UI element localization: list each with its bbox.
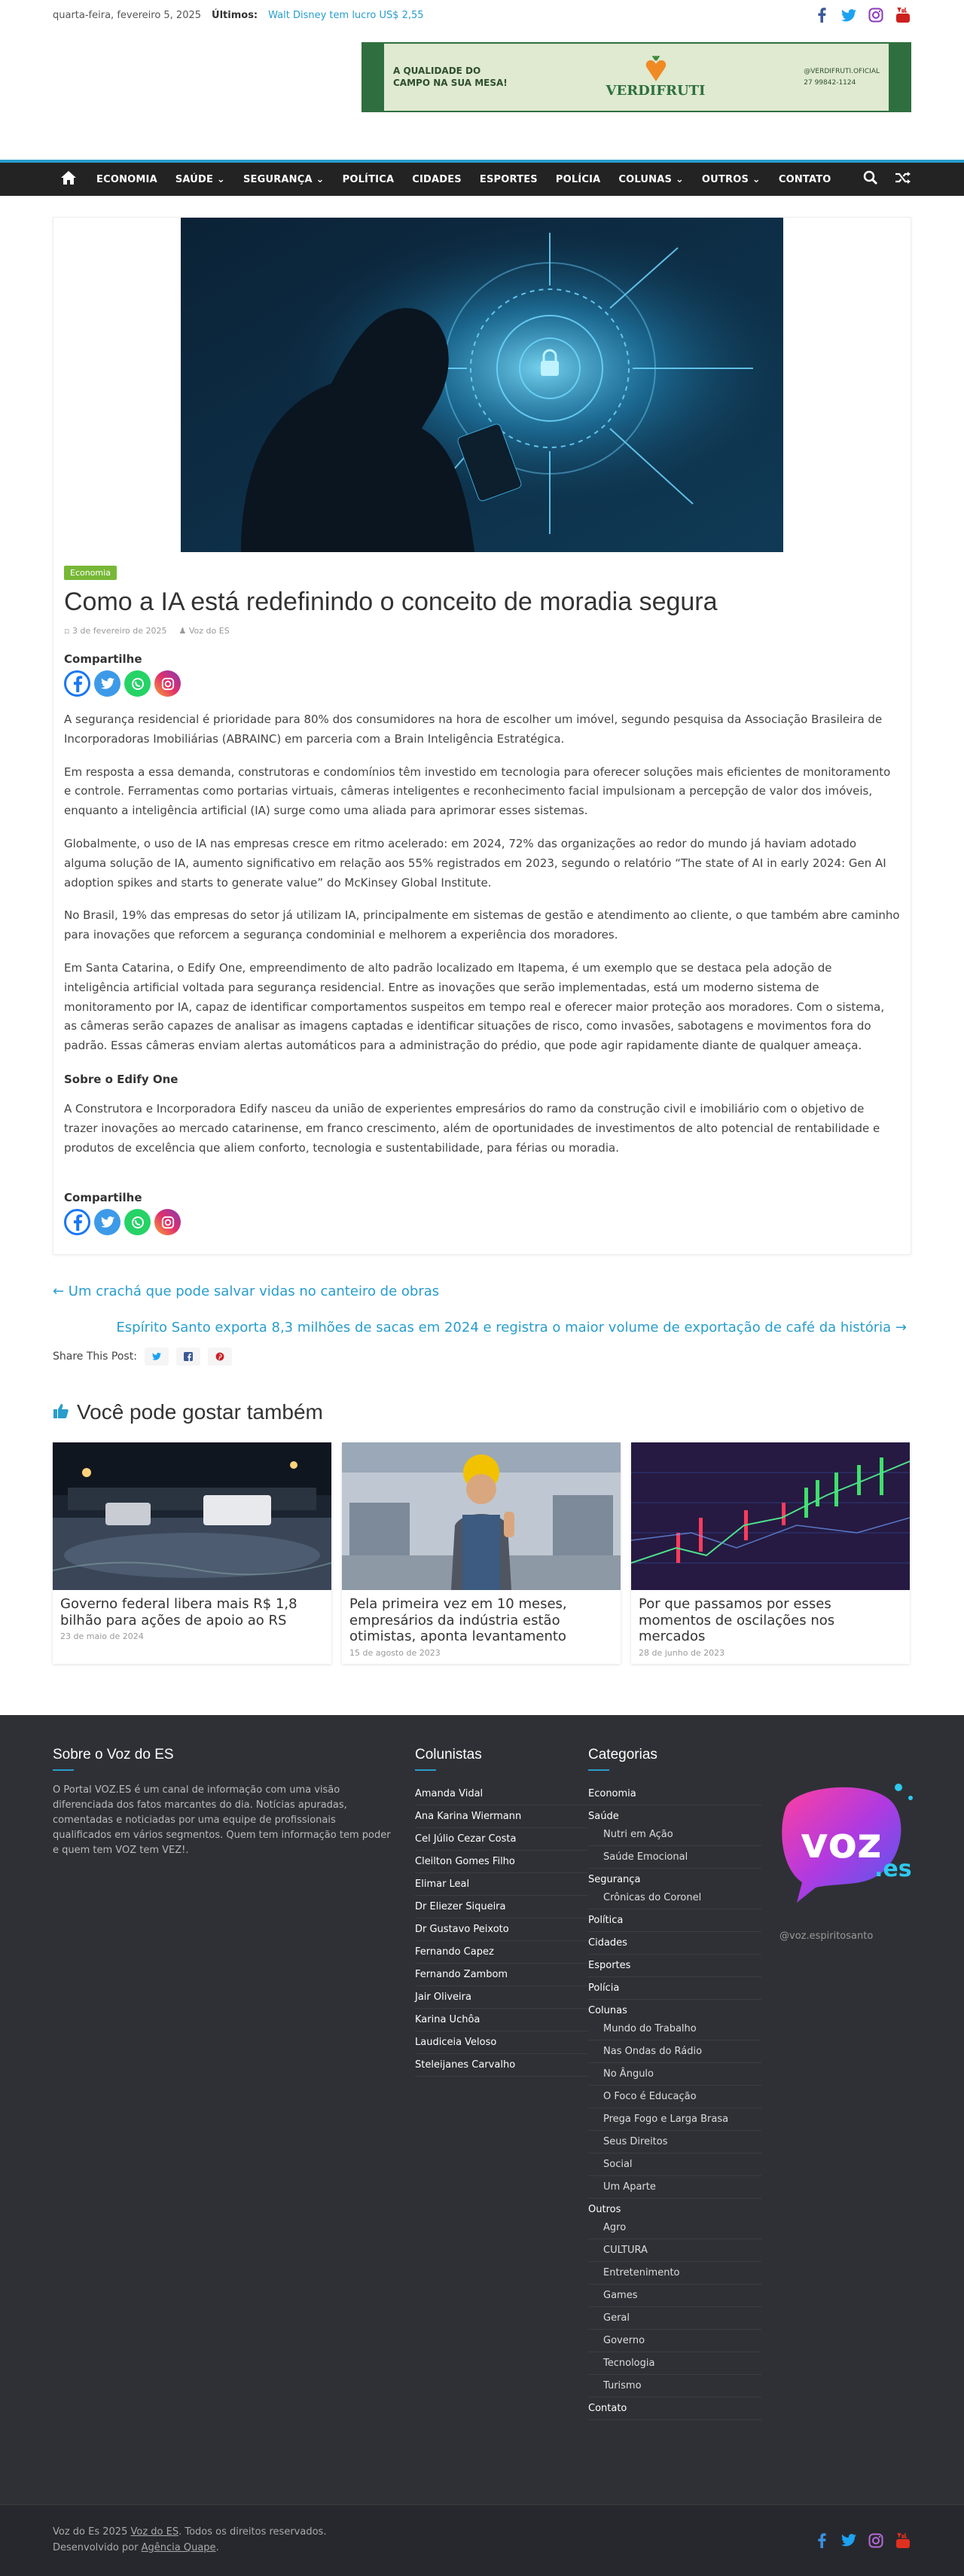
related-card-title[interactable]: Por que passamos por esses momentos de oscilações nos mercados: [639, 1596, 835, 1645]
chevron-down-icon: ⌄: [316, 173, 325, 185]
user-icon: ♟: [178, 626, 187, 636]
related-card[interactable]: [342, 1442, 621, 1664]
facebook-icon[interactable]: [813, 7, 830, 23]
article-paragraph: Em Santa Catarina, o Edify One, empreendimento de alto padrão localizado em Itapema, é um exemplo que se destaca pela adoção de inteligência artificial voltada para segurança residencial. Entre as inovações que serão implementadas, está um moderno sistema de monitoramento por IA, capaz de identificar comportamentos suspeitos em tempo real e oferecer maior proteção aos moradores. Com o sistema, as câmeras serão capazes de analisar as imagens captadas e identificar situações de risco, como invasões, sabotagens e movimentos fora do padrão. Essas câmeras enviam alertas automáticos para a administração do prédio, que pode agir rapidamente diante de qualquer ameaça.: [64, 960, 885, 1053]
developer-link[interactable]: Agência Quape: [141, 2541, 216, 2553]
banner-slogan-line2: CAMPO NA SUA MESA!: [393, 77, 508, 88]
article-meta: [64, 626, 900, 636]
banner-left-strip: [363, 44, 384, 111]
footer-about-heading: Sobre o Voz do ES: [53, 1747, 392, 1771]
related-card-title[interactable]: Governo federal libera mais R$ 1,8 bilhão para ações de apoio ao RS: [60, 1596, 297, 1628]
related-heading: [53, 1400, 911, 1424]
category-badge[interactable]: Economia: [64, 566, 117, 580]
related-cards: [53, 1442, 911, 1664]
logo-suffix: .es: [874, 1855, 912, 1882]
subcategory-link[interactable]: Seus Direitos: [588, 2131, 761, 2153]
nav-item-contato[interactable]: CONTATO: [778, 173, 831, 185]
logo-wordmark: voz: [801, 1818, 882, 1868]
footer-categories-heading: Categorias: [588, 1747, 761, 1771]
article-paragraph: Em resposta a essa demanda, construtoras e condomínios têm investido em tecnologia para oferecer soluções mais eficientes de monitoramento e controle. Ferramentas como portarias virtuais, câmeras inteligentes e reconhecimento facial impulsionam a percepção de valor dos imóveis, enquanto a inteligência artificial (IA) surge como uma aliada para aprimorar esses sistemas.: [64, 765, 891, 818]
columnist-link[interactable]: Fernando Capez: [415, 1941, 588, 1964]
nav-item-saude-label: SAÚDE: [175, 173, 214, 185]
category-link[interactable]: Economia: [588, 1783, 761, 1805]
verdifruti-ad-banner[interactable]: [362, 42, 911, 112]
twitter-icon[interactable]: [145, 1348, 169, 1366]
subcategory-link[interactable]: Mundo do Trabalho: [588, 2018, 761, 2040]
subcategory-link[interactable]: Entretenimento: [588, 2262, 761, 2285]
subcategory-link[interactable]: Agro: [588, 2217, 761, 2239]
columnist-link[interactable]: Dr Gustavo Peixoto: [415, 1918, 588, 1941]
columnists-list: [415, 1783, 588, 2077]
columnist-link[interactable]: Laudiceia Veloso: [415, 2031, 588, 2054]
twitter-icon[interactable]: [840, 7, 857, 23]
nav-item-outros[interactable]: [693, 174, 770, 185]
article-body: [64, 710, 900, 1158]
share-this-post-label: Share This Post:: [53, 1351, 137, 1363]
banner-contact: [804, 66, 880, 88]
banner-phone: 27 99842-1124: [804, 78, 856, 87]
banner-instagram-handle: @VERDIFRUTI.OFICIAL: [804, 68, 880, 76]
developer-prefix: Desenvolvido por: [53, 2541, 139, 2553]
twitter-share-icon[interactable]: [94, 670, 120, 697]
related-card[interactable]: [631, 1442, 910, 1664]
columnist-link[interactable]: Jair Oliveira: [415, 1986, 588, 2009]
nav-item-policia[interactable]: POLÍCIA: [555, 173, 601, 185]
chevron-down-icon: ⌄: [675, 173, 684, 185]
social-links: [813, 7, 911, 23]
youtube-icon[interactable]: [895, 2532, 911, 2549]
home-icon[interactable]: [53, 170, 87, 188]
subcategory-link[interactable]: Social: [588, 2153, 761, 2176]
next-post-link[interactable]: Espírito Santo exporta 8,3 milhões de sacas em 2024 e registra o maior volume de exportação de café da história →: [116, 1320, 907, 1335]
article-paragraph: Globalmente, o uso de IA nas empresas cresce em ritmo acelerado: em 2024, 72% das organizações ao redor do mundo já haviam adotado alguma solução de IA, aumento significativo em relação aos 55% registrados em 2023, segundo o relatório “The state of AI in early 2024: Gen AI adoption spikes and starts to generate value” do McKinsey Global Institute.: [64, 836, 886, 890]
thumbs-up-icon: [53, 1400, 69, 1424]
columnist-link[interactable]: Fernando Zambom: [415, 1964, 588, 1986]
nav-item-esportes[interactable]: ESPORTES: [479, 173, 538, 185]
instagram-share-icon[interactable]: [154, 1209, 181, 1235]
columnist-link[interactable]: Steleijanes Carvalho: [415, 2054, 588, 2077]
previous-post-link[interactable]: ← Um crachá que pode salvar vidas no canteiro de obras: [53, 1283, 440, 1299]
subcategory-link[interactable]: Nas Ondas do Rádio: [588, 2040, 761, 2063]
share-heading-bottom: Compartilhe: [64, 1191, 142, 1205]
nav-item-colunas-label: COLUNAS: [618, 173, 673, 185]
nav-item-colunas[interactable]: [609, 174, 693, 185]
facebook-icon[interactable]: [176, 1348, 200, 1366]
subcategory-link[interactable]: Um Aparte: [588, 2176, 761, 2199]
whatsapp-share-icon[interactable]: [124, 1209, 151, 1235]
nav-item-outros-label: OUTROS: [701, 173, 749, 185]
latest-label: Últimos:: [212, 9, 258, 21]
stock-market-image: [631, 1442, 910, 1590]
flood-street-image: [53, 1442, 331, 1590]
subcategory-link[interactable]: Saúde Emocional: [588, 1846, 761, 1869]
twitter-share-icon[interactable]: [94, 1209, 120, 1235]
copyright-prefix: Voz do Es 2025: [53, 2526, 128, 2538]
post-navigation: [0, 1283, 964, 1366]
related-posts: [0, 1400, 964, 1664]
search-icon[interactable]: [863, 170, 878, 188]
article-hero-image: [181, 218, 783, 552]
share-heading: Compartilhe: [64, 652, 142, 666]
article-paragraph: No Brasil, 19% das empresas do setor já utilizam IA, principalmente em sistemas de gestão e atendimento ao cliente, o que também abre caminho para inovações que reforcem a segurança condominial e melhorem a experiência dos moradores.: [64, 908, 900, 942]
chevron-down-icon: ⌄: [752, 173, 761, 185]
main-nav: [0, 160, 964, 196]
footer-social-links: [813, 2532, 911, 2549]
article-date-text: 3 de fevereiro de 2025: [72, 626, 167, 636]
nav-item-cidades[interactable]: CIDADES: [412, 173, 462, 185]
voz-es-logo[interactable]: [778, 1778, 921, 1914]
footer-bottom-bar: [0, 2504, 964, 2576]
article-date[interactable]: [64, 626, 166, 636]
category-link[interactable]: Contato: [588, 2397, 761, 2420]
article-author[interactable]: [178, 626, 229, 636]
developer-suffix: .: [215, 2541, 219, 2553]
nav-item-economia[interactable]: ECONOMIA: [96, 173, 157, 185]
category-link[interactable]: Política: [588, 1909, 761, 1932]
nav-item-saude[interactable]: [166, 174, 234, 185]
category-link[interactable]: Polícia: [588, 1977, 761, 2000]
copyright: [53, 2525, 326, 2556]
instagram-handle[interactable]: @voz.espiritosanto: [779, 1930, 874, 1942]
random-shuffle-icon[interactable]: [895, 170, 911, 188]
latest-news-link[interactable]: Walt Disney tem lucro US$ 2,55: [268, 9, 424, 21]
article-paragraph: A Construtora e Incorporadora Edify nasceu da união de experientes empresários do ramo da construção civil e imobiliário com o objetivo de trazer inovações ao mercado catarinense, em franco crescimento, além de oportunidades de investimentos de alto potencial de rentabilidade e produtos de excelência que aliem conforto, tecnologia e sustentabilidade, para férias ou moradia.: [64, 1101, 880, 1155]
columnist-link[interactable]: Ana Karina Wiermann: [415, 1805, 588, 1828]
subcategory-link[interactable]: Tecnologia: [588, 2352, 761, 2375]
facebook-share-icon[interactable]: [64, 670, 90, 697]
footer-columnists-heading: Colunistas: [415, 1747, 588, 1771]
nav-item-seguranca[interactable]: [234, 174, 334, 185]
category-link[interactable]: Saúde: [588, 1810, 619, 1822]
article-title: Como a IA está redefinindo o conceito de moradia segura: [64, 588, 718, 616]
article-paragraph: A segurança residencial é prioridade para 80% dos consumidores na hora de escolher um imóvel, segundo pesquisa da Associação Brasileira de Incorporadoras Imobiliárias (ABRAINC) em parceria com a Brain Inteligência Estratégica.: [64, 713, 883, 746]
factory-worker-image: [342, 1442, 621, 1590]
footer-categories: [588, 1747, 761, 2504]
banner-brand-name: VERDIFRUTI: [606, 83, 706, 99]
banner-slogan: [393, 66, 508, 89]
footer-about-text: O Portal VOZ.ES é um canal de informação com uma visão diferenciada dos fatos marcantes do dia. Notícias apuradas, comentadas e noticiadas por uma equipe de profissionais qualificados em vários segmentos. Quem tem informação tem poder e quem tem VOZ tem VEZ!.: [53, 1784, 391, 1857]
columnist-link[interactable]: Karina Uchôa: [415, 2009, 588, 2031]
banner-slogan-line1: A QUALIDADE DO: [393, 65, 481, 76]
banner-right-strip: [889, 44, 910, 111]
share-buttons-bottom: [64, 1209, 900, 1235]
footer: [0, 1715, 964, 2504]
related-card-date[interactable]: 28 de junho de 2023: [639, 1647, 725, 1658]
whatsapp-share-icon[interactable]: [124, 670, 151, 697]
pinterest-icon[interactable]: [208, 1348, 232, 1366]
category-link[interactable]: Colunas: [588, 2004, 627, 2016]
category-link[interactable]: Cidades: [588, 1932, 761, 1955]
footer-columnists: [415, 1747, 588, 2504]
twitter-icon[interactable]: [840, 2532, 857, 2549]
calendar-icon: ▫: [64, 626, 70, 636]
subcategory-link[interactable]: No Ângulo: [588, 2063, 761, 2086]
related-card-date[interactable]: 15 de agosto de 2023: [349, 1647, 441, 1658]
copyright-suffix: . Todos os direitos reservados.: [178, 2526, 327, 2538]
footer-logo-column: [761, 1747, 910, 2504]
instagram-icon[interactable]: [868, 2532, 884, 2549]
site-link[interactable]: Voz do ES: [130, 2526, 179, 2538]
instagram-share-icon[interactable]: [154, 670, 181, 697]
subcategory-link[interactable]: Turismo: [588, 2375, 761, 2397]
subcategory-link[interactable]: O Foco é Educação: [588, 2086, 761, 2108]
article: [53, 217, 911, 1255]
current-date: quarta-feira, fevereiro 5, 2025: [53, 9, 202, 21]
subcategory-link[interactable]: Governo: [588, 2330, 761, 2352]
subcategory-link[interactable]: Nutri em Ação: [588, 1824, 761, 1846]
columnist-link[interactable]: Elimar Leal: [415, 1873, 588, 1896]
subcategory-link[interactable]: Crônicas do Coronel: [588, 1887, 761, 1909]
categories-list: [588, 1783, 761, 2420]
article-subheading: Sobre o Edify One: [64, 1072, 178, 1086]
related-card-title[interactable]: Pela primeira vez em 10 meses, empresários da indústria estão otimistas, aponta levantamento: [349, 1596, 567, 1645]
chevron-down-icon: ⌄: [216, 173, 225, 185]
nav-item-politica[interactable]: POLÍTICA: [342, 173, 395, 185]
columnist-link[interactable]: Amanda Vidal: [415, 1783, 588, 1805]
facebook-icon[interactable]: [813, 2532, 830, 2549]
banner-brand: [606, 56, 706, 99]
instagram-icon[interactable]: [868, 7, 884, 23]
columnist-link[interactable]: Cel Júlio Cezar Costa: [415, 1828, 588, 1851]
columnist-link[interactable]: Cleilton Gomes Filho: [415, 1851, 588, 1873]
category-link[interactable]: Segurança: [588, 1873, 641, 1885]
category-link[interactable]: Esportes: [588, 1955, 761, 1977]
related-card-date[interactable]: 23 de maio de 2024: [60, 1631, 144, 1642]
subcategory-link[interactable]: Prega Fogo e Larga Brasa: [588, 2108, 761, 2131]
footer-about: [53, 1747, 415, 2504]
columnist-link[interactable]: Dr Eliezer Siqueira: [415, 1896, 588, 1918]
article-author-text: Voz do ES: [188, 626, 230, 636]
category-link[interactable]: Outros: [588, 2203, 621, 2215]
nav-item-seguranca-label: SEGURANÇA: [243, 173, 313, 185]
facebook-share-icon[interactable]: [64, 1209, 90, 1235]
share-buttons-top: [64, 670, 900, 697]
related-heading-text: Você pode gostar também: [77, 1400, 323, 1424]
subcategory-link[interactable]: CULTURA: [588, 2239, 761, 2262]
subcategory-link[interactable]: Games: [588, 2285, 761, 2307]
related-card[interactable]: [53, 1442, 331, 1664]
header-banner-area: [0, 30, 964, 128]
subcategory-link[interactable]: Geral: [588, 2307, 761, 2330]
youtube-icon[interactable]: [895, 7, 911, 23]
top-bar: [0, 0, 964, 30]
carrot-heart-icon: [642, 56, 670, 83]
share-this-post: [53, 1348, 911, 1366]
